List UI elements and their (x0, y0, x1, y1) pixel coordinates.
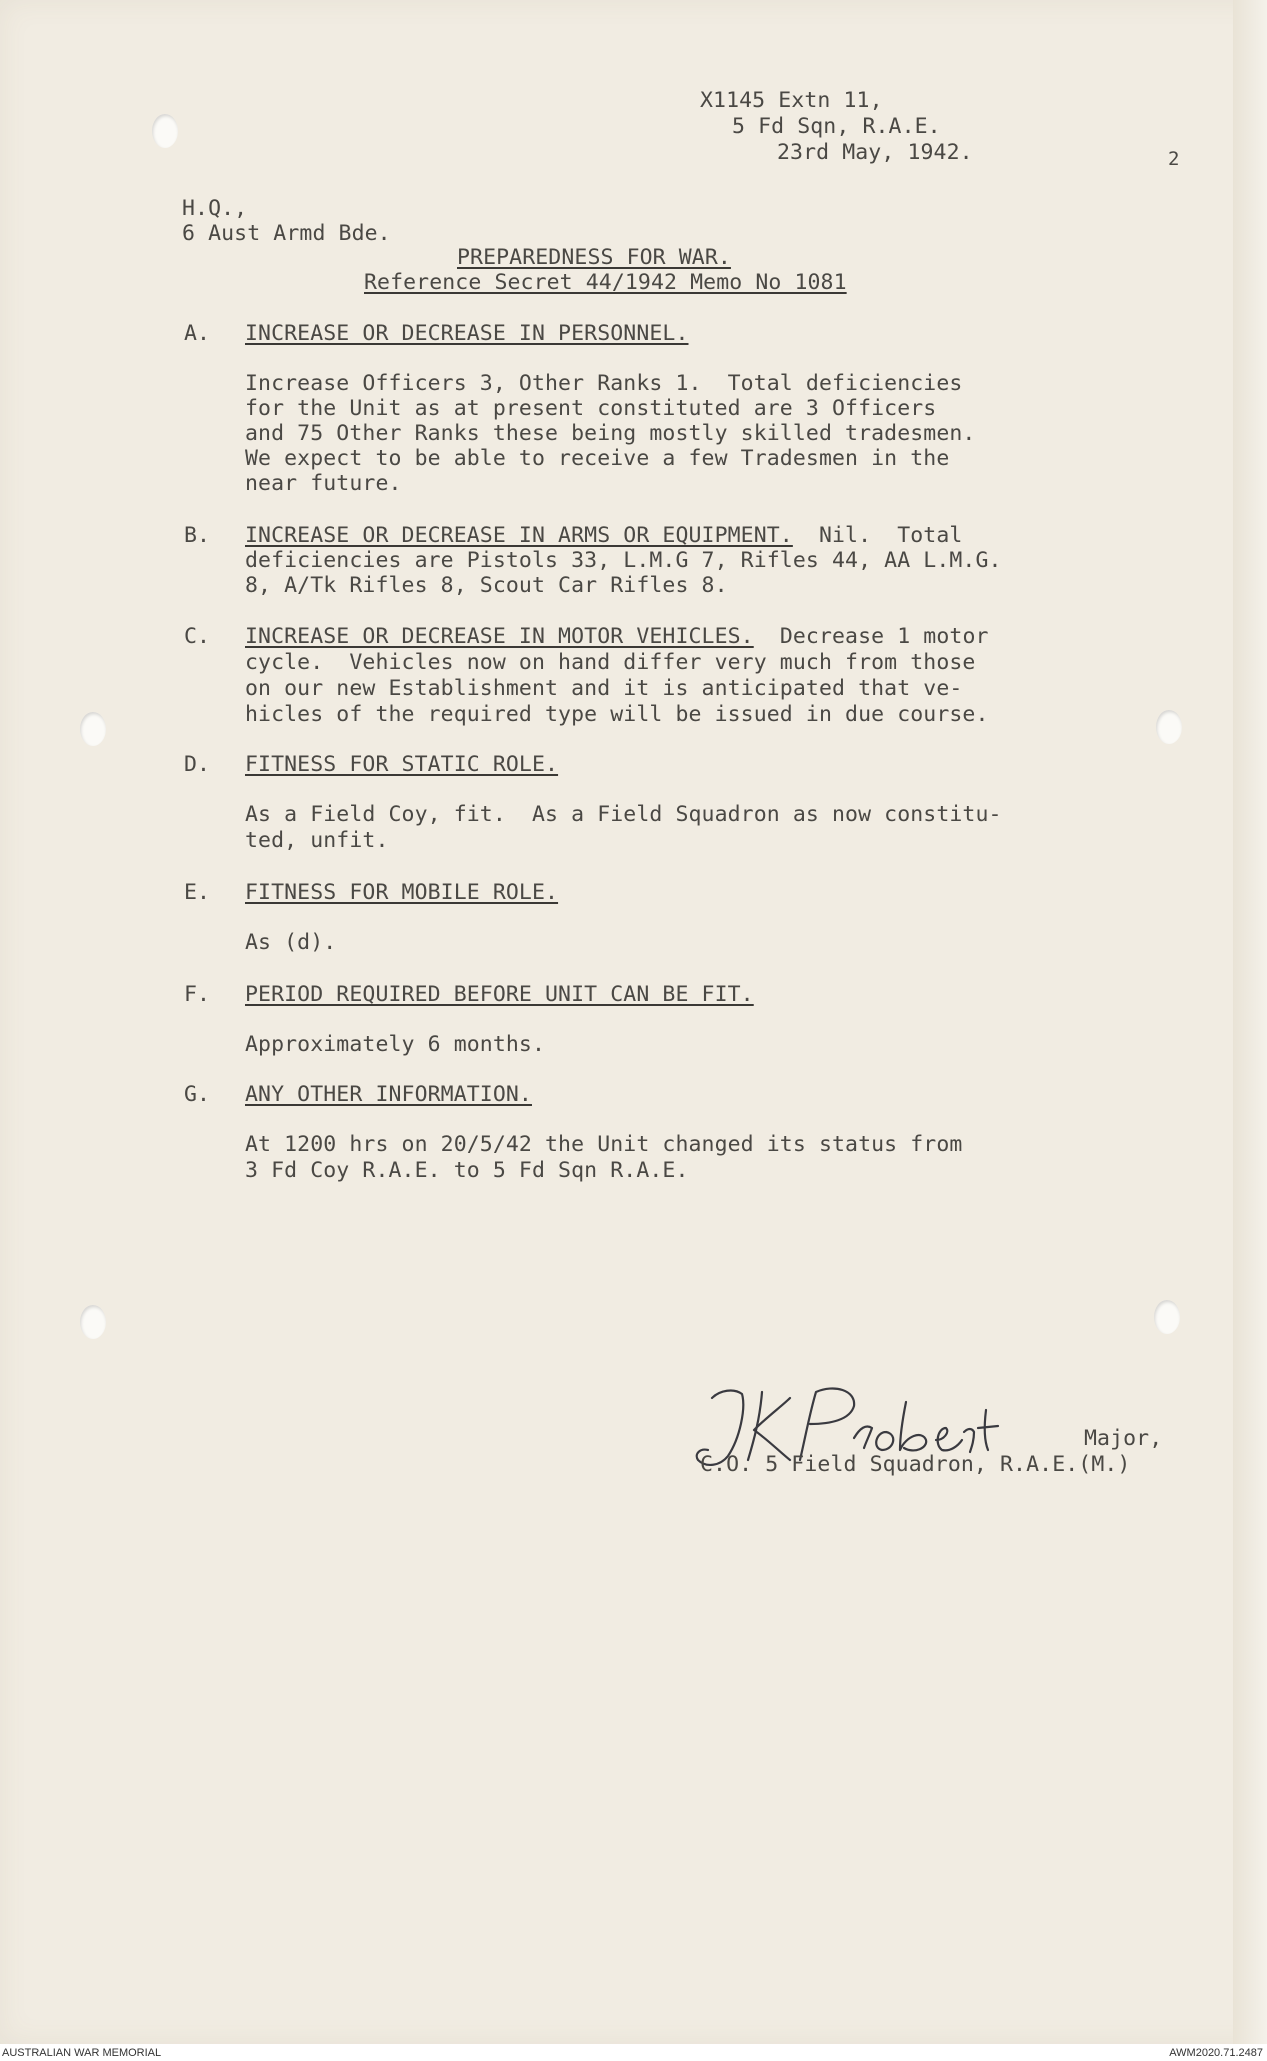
signatory-rank: Major, (1084, 1426, 1163, 1451)
section-letter: A. (184, 321, 211, 346)
section-heading: INCREASE OR DECREASE IN MOTOR VEHICLES. (245, 624, 754, 649)
section-letter: F. (184, 982, 211, 1007)
date-line: 23rd May, 1942. (777, 140, 973, 165)
section-body-line: 8, A/Tk Rifles 8, Scout Car Rifles 8. (245, 573, 728, 598)
document-title: PREPAREDNESS FOR WAR. (457, 245, 731, 270)
reference-line: X1145 Extn 11, (700, 88, 883, 113)
section-letter: E. (184, 880, 211, 905)
page-mark: 2 (1168, 148, 1180, 170)
page-edge (1233, 0, 1267, 2044)
punch-hole (1154, 1300, 1180, 1334)
section-letter: G. (184, 1082, 211, 1107)
section-body-line: Approximately 6 months. (245, 1032, 546, 1057)
section-inline-text: Decrease 1 motor (753, 624, 989, 649)
section-body-line: deficiencies are Pistols 33, L.M.G 7, Rifles 44, AA L.M.G. (245, 548, 1002, 573)
section-body-line: As a Field Coy, fit. As a Field Squadron as now constitu- (245, 802, 1002, 827)
section-body-line: for the Unit as at present constituted are 3 Officers (245, 396, 937, 421)
section-body-line: near future. (245, 471, 402, 496)
signatory-title: C.O. 5 Field Squadron, R.A.E.(M.) (700, 1452, 1131, 1477)
addressee-line: H.Q., (182, 196, 248, 221)
section-body-line: Increase Officers 3, Other Ranks 1. Total deficiencies (245, 371, 963, 396)
section-body-line: ted, unfit. (245, 828, 389, 853)
footer-institution: AUSTRALIAN WAR MEMORIAL (2, 2047, 162, 2059)
section-body-line: on our new Establishment and it is anticipated that ve- (245, 676, 963, 701)
section-heading: PERIOD REQUIRED BEFORE UNIT CAN BE FIT. (245, 982, 754, 1007)
punch-hole (80, 712, 106, 746)
punch-hole (80, 1305, 106, 1339)
punch-hole (1156, 710, 1182, 744)
section-heading-line (245, 523, 962, 550)
section-heading: INCREASE OR DECREASE IN ARMS OR EQUIPMENT. (245, 523, 793, 548)
section-heading: INCREASE OR DECREASE IN PERSONNEL. (245, 321, 689, 346)
section-letter: B. (184, 523, 211, 548)
section-letter: D. (184, 752, 211, 777)
section-inline-text: Nil. Total (792, 523, 963, 548)
section-body-line: As (d). (245, 930, 337, 955)
section-body-line: 3 Fd Coy R.A.E. to 5 Fd Sqn R.A.E. (245, 1158, 689, 1183)
section-body-line: At 1200 hrs on 20/5/42 the Unit changed its status from (245, 1132, 963, 1157)
section-heading: FITNESS FOR MOBILE ROLE. (245, 880, 559, 905)
addressee-line: 6 Aust Armd Bde. (182, 221, 391, 246)
document-reference: Reference Secret 44/1942 Memo No 1081 (364, 270, 847, 295)
punch-hole (152, 114, 178, 148)
footer-accession-number: AWM2020.71.2487 (1169, 2047, 1263, 2059)
section-heading: ANY OTHER INFORMATION. (245, 1082, 532, 1107)
section-body-line: hicles of the required type will be issued in due course. (245, 702, 989, 727)
section-body-line: and 75 Other Ranks these being mostly skilled tradesmen. (245, 421, 976, 446)
section-letter: C. (184, 624, 211, 649)
unit-line: 5 Fd Sqn, R.A.E. (732, 114, 941, 139)
section-heading: FITNESS FOR STATIC ROLE. (245, 752, 559, 777)
section-heading-line (245, 624, 989, 651)
section-body-line: We expect to be able to receive a few Tradesmen in the (245, 446, 950, 471)
section-body-line: cycle. Vehicles now on hand differ very much from those (245, 650, 976, 675)
